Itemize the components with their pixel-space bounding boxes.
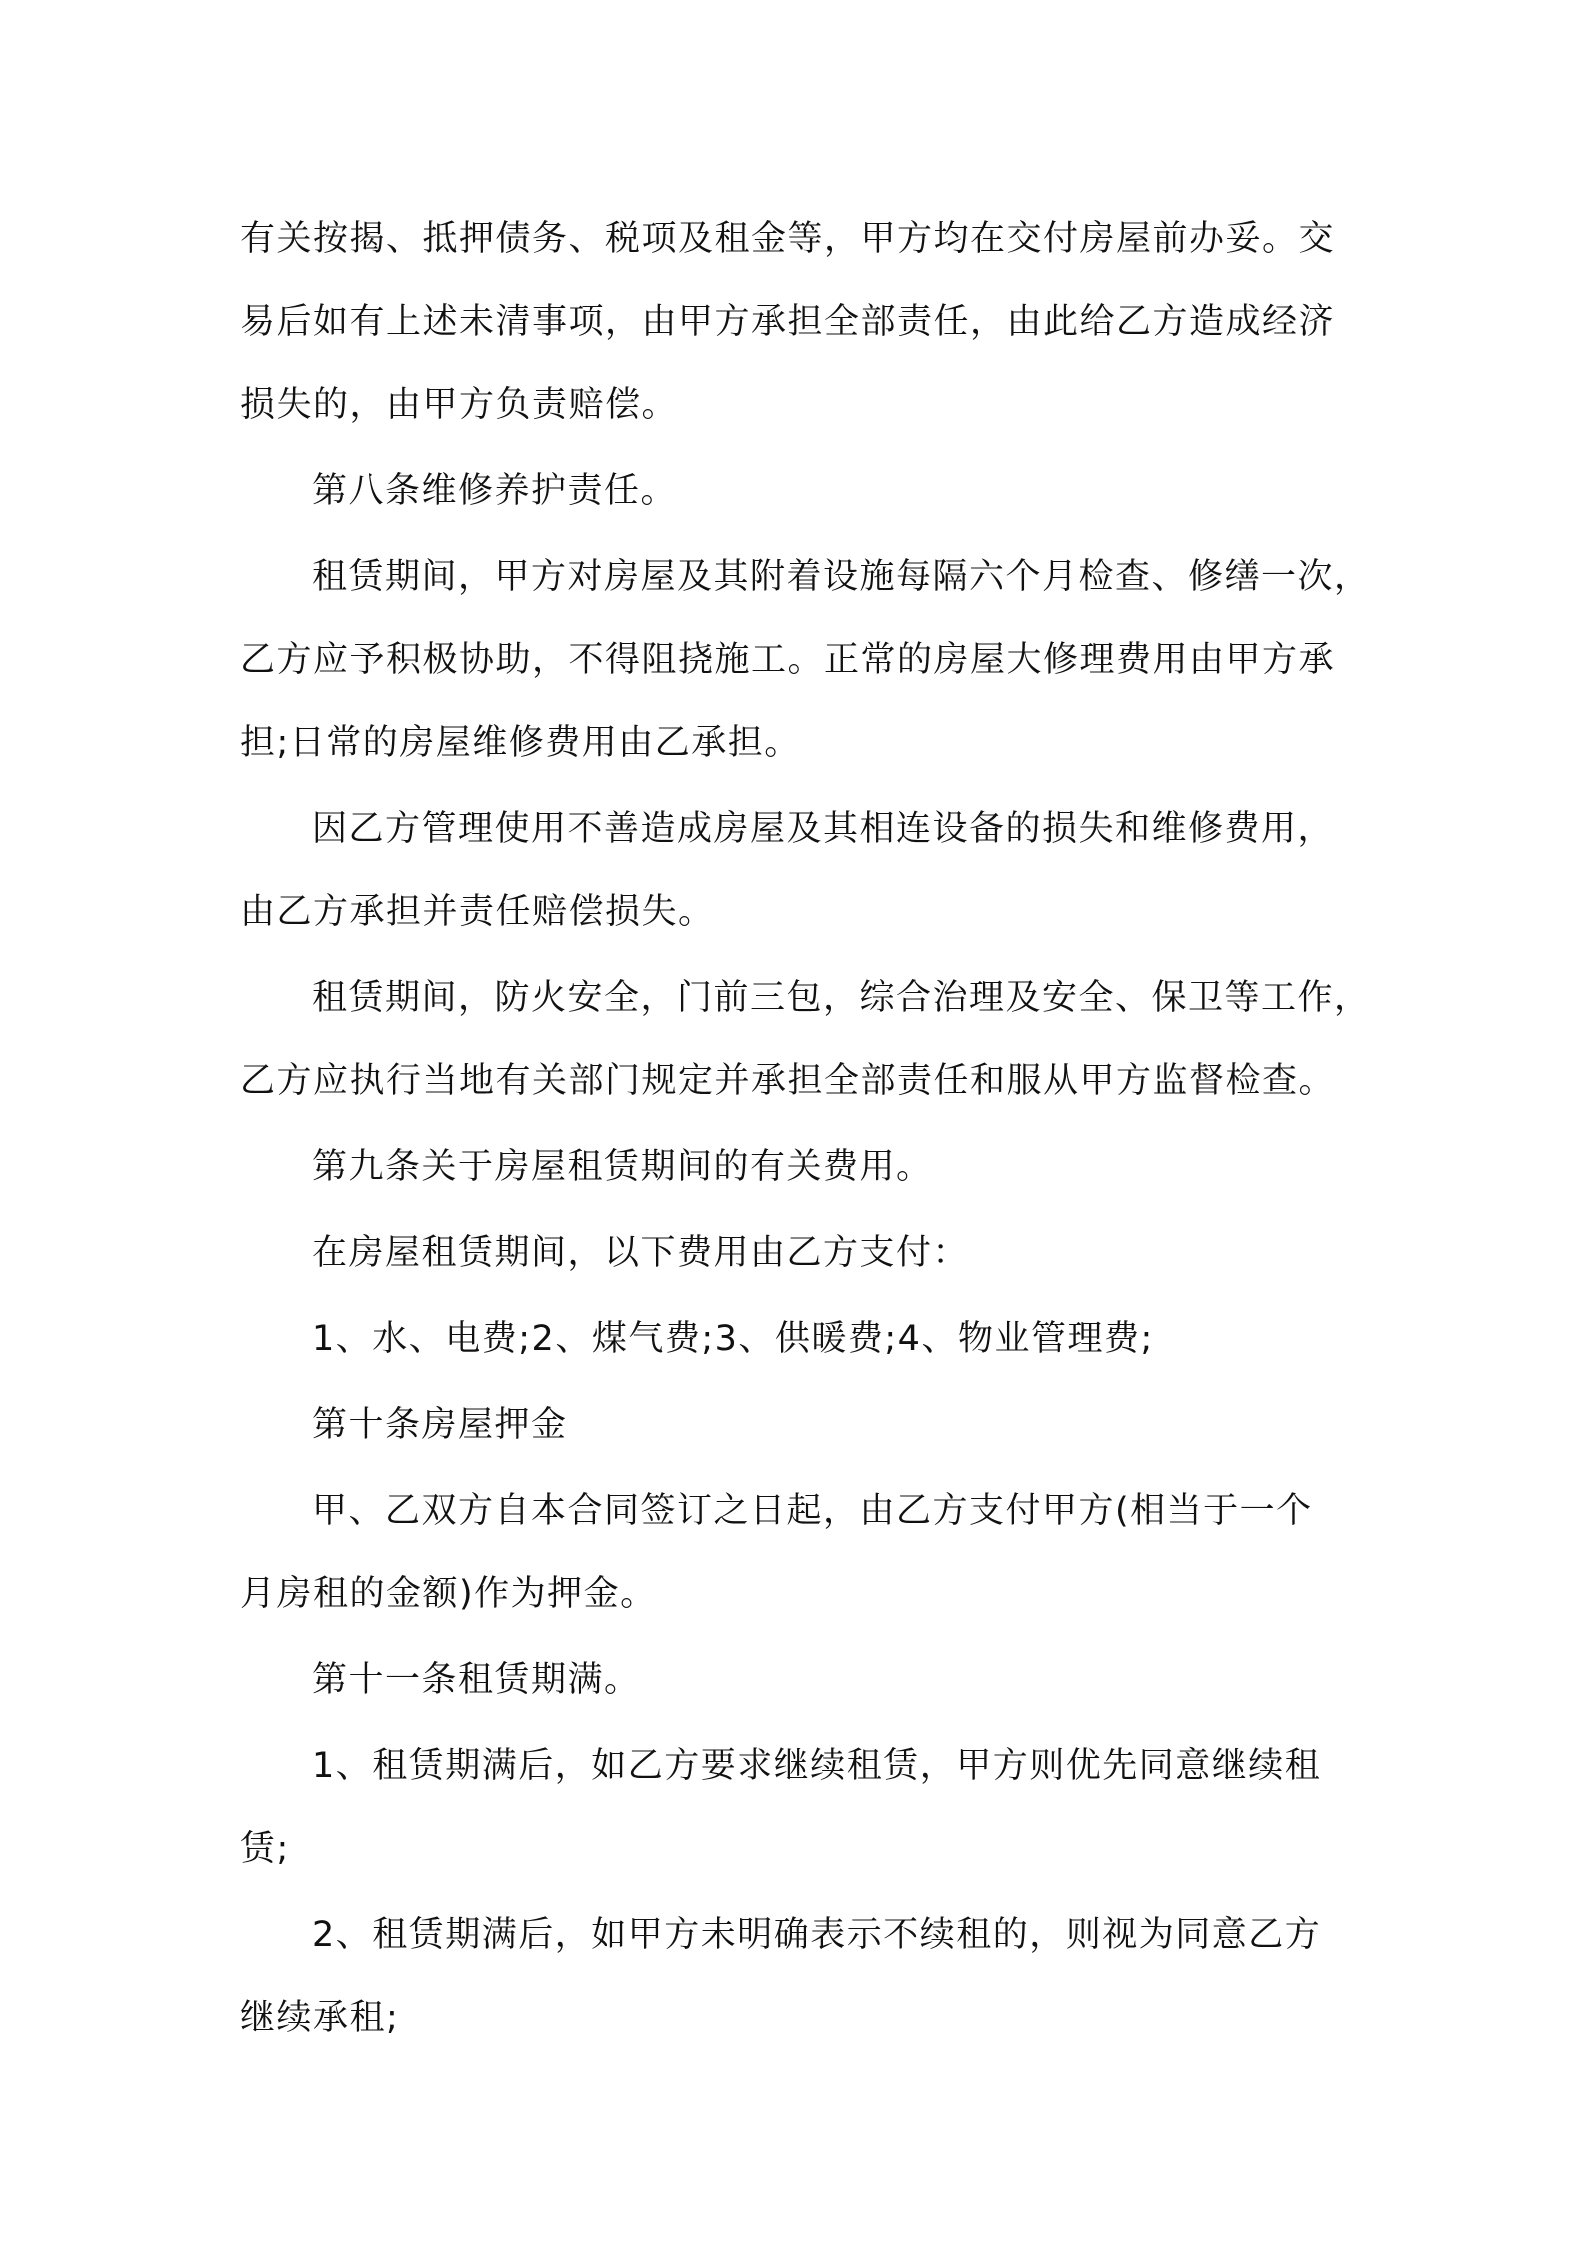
text-line: 甲、乙双方自本合同签订之日起，由乙方支付甲方(相当于一个: [312, 1491, 1313, 1531]
text-line: 第八条维修养护责任。: [312, 471, 678, 511]
paragraph-damage-compensation: [240, 788, 1350, 954]
article-8-heading: [240, 450, 1350, 533]
paragraph-fees-list: [240, 1298, 1350, 1381]
text-line: 由乙方承担并责任赔偿损失。: [240, 892, 715, 932]
text-line: 易后如有上述未清事项，由甲方承担全部责任，由此给乙方造成经济: [240, 302, 1336, 342]
paragraph-mortgage-liability: [240, 198, 1350, 447]
paragraph-renewal-2: [240, 1894, 1350, 2060]
text-line: 损失的，由甲方负责赔偿。: [240, 385, 679, 425]
paragraph-fire-safety: [240, 957, 1371, 1123]
text-line: 继续承租;: [240, 1998, 400, 2038]
text-line: 在房屋租赁期间，以下费用由乙方支付：: [312, 1233, 970, 1273]
document-body: [240, 198, 1371, 2063]
paragraph-deposit: [240, 1470, 1350, 1636]
text-line: 租赁期间，防火安全，门前三包，综合治理及安全、保卫等工作，: [312, 978, 1371, 1018]
text-line: 因乙方管理使用不善造成房屋及其相连设备的损失和维修费用，: [312, 809, 1335, 849]
text-line: 第十条房屋押金: [312, 1405, 568, 1445]
text-line: 赁;: [240, 1829, 290, 1869]
paragraph-renewal-1: [240, 1725, 1350, 1891]
text-line: 1、水、电费;2、煤气费;3、供暖费;4、物业管理费;: [312, 1319, 1154, 1359]
text-line: 月房租的金额)作为押金。: [240, 1574, 657, 1614]
text-line: 2、租赁期满后，如甲方未明确表示不续租的，则视为同意乙方: [312, 1915, 1322, 1955]
text-line: 乙方应执行当地有关部门规定并承担全部责任和服从甲方监督检查。: [240, 1061, 1336, 1101]
text-line: 担;日常的房屋维修费用由乙承担。: [240, 723, 801, 763]
paragraph-inspection-repair: [240, 536, 1371, 785]
text-line: 第九条关于房屋租赁期间的有关费用。: [312, 1147, 933, 1187]
text-line: 第十一条租赁期满。: [312, 1660, 641, 1700]
text-line: 乙方应予积极协助，不得阻挠施工。正常的房屋大修理费用由甲方承: [240, 640, 1336, 680]
article-11-heading: [240, 1639, 1350, 1722]
article-10-heading: [240, 1384, 1350, 1467]
paragraph-fees-intro: [240, 1212, 1350, 1295]
text-line: 有关按揭、抵押债务、税项及租金等，甲方均在交付房屋前办妥。交: [240, 219, 1336, 259]
article-9-heading: [240, 1126, 1350, 1209]
text-line: 1、租赁期满后，如乙方要求继续租赁，甲方则优先同意继续租: [312, 1746, 1322, 1786]
text-line: 租赁期间，甲方对房屋及其附着设施每隔六个月检查、修缮一次，: [312, 557, 1371, 597]
